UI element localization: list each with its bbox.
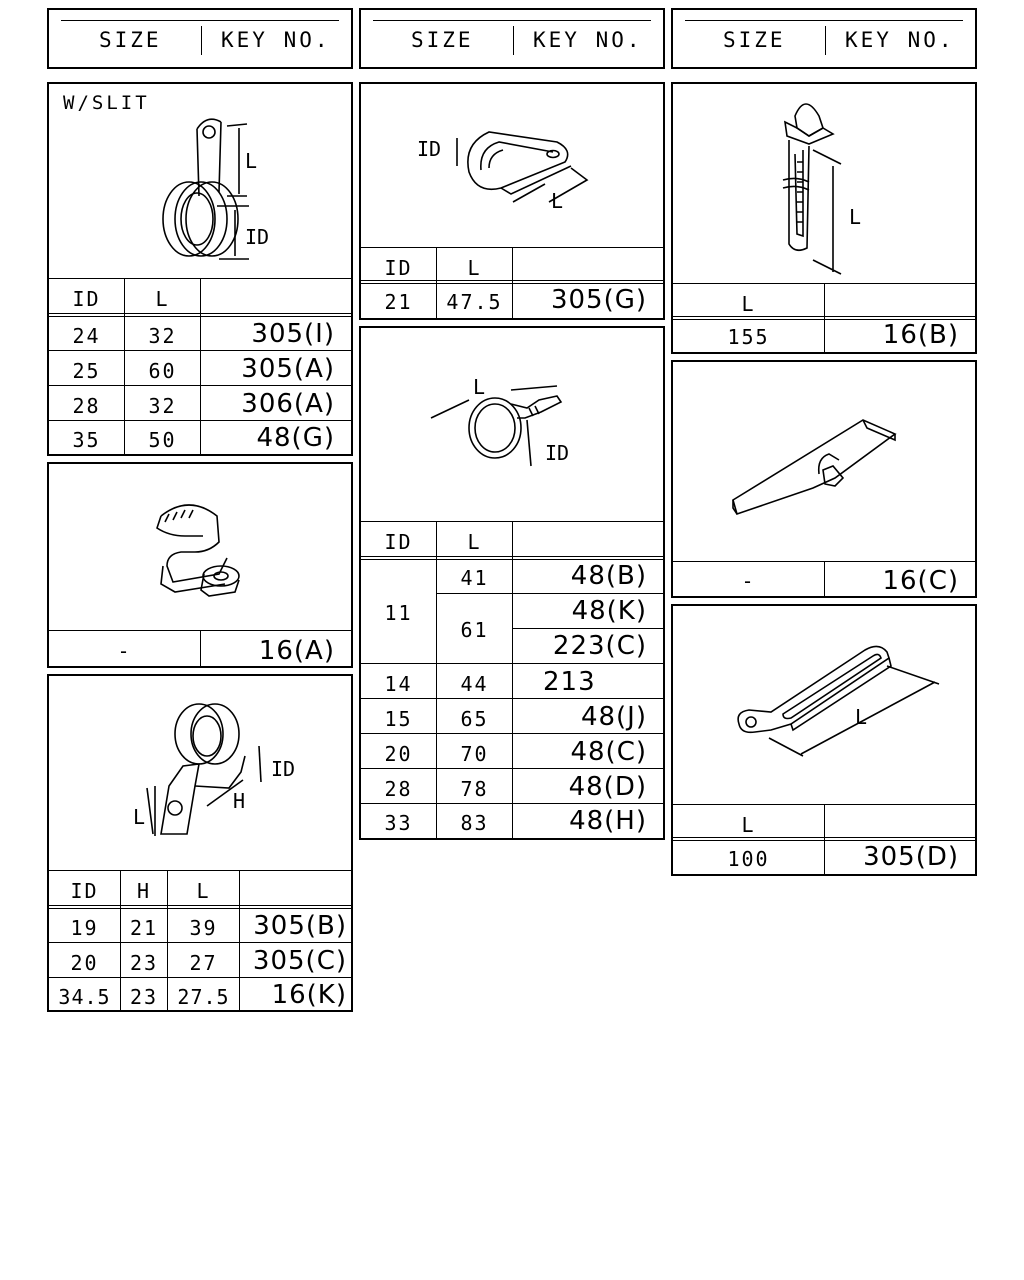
cell-key: 213: [543, 667, 596, 697]
slit-note: W/SLIT: [63, 92, 150, 114]
cell-key: 48(G): [256, 423, 335, 453]
cell-key: 223(C): [552, 631, 647, 661]
col-head-l: L: [741, 292, 756, 316]
key-no-heading: KEY NO.: [845, 28, 955, 52]
cell-l: 100: [727, 847, 770, 871]
panel-folded-clip: [359, 82, 665, 320]
cell-id: 28: [384, 777, 413, 801]
panel-slotted-strap: [671, 604, 977, 876]
cell-l: 39: [189, 916, 218, 940]
cell-id: 19: [70, 916, 99, 940]
cell-id: 33: [384, 811, 413, 835]
cell-l: 65: [460, 707, 489, 731]
cell-key: 305(A): [241, 354, 335, 384]
folded-clip-drawing: [361, 84, 667, 249]
cell-key: 305(B): [253, 911, 347, 941]
cell-key: 16(C): [882, 566, 959, 596]
cell-id: 14: [384, 672, 413, 696]
size-heading: SIZE: [411, 28, 474, 52]
cell-key: 305(I): [251, 319, 335, 349]
cell-l: 155: [727, 325, 770, 349]
cell-l: 70: [460, 742, 489, 766]
cell-id: 25: [72, 359, 101, 383]
cell-l: 78: [460, 777, 489, 801]
cell-key: 48(H): [569, 806, 647, 836]
dim-id: ID: [271, 757, 296, 781]
dim-l: L: [849, 205, 862, 229]
dim-id: ID: [245, 225, 270, 249]
dim-h: H: [233, 789, 246, 813]
slotted-strap-drawing: [673, 606, 979, 806]
cell-key: 48(J): [580, 702, 647, 732]
ring-clamp-drawing: [361, 328, 667, 523]
cell-id: 28: [72, 394, 101, 418]
cell-key: 305(C): [252, 946, 347, 976]
cell-id: 21: [384, 290, 413, 314]
col-head-id: ID: [70, 879, 99, 903]
cell-key: 305(D): [863, 842, 959, 872]
panel-slit-clamp: [47, 82, 353, 456]
header-col-3: [671, 8, 977, 69]
cell-l: 41: [460, 566, 489, 590]
key-no-heading: KEY NO.: [533, 28, 643, 52]
size-heading: SIZE: [99, 28, 162, 52]
cell-l: 50: [148, 428, 177, 452]
panel-cable-tie: [671, 82, 977, 354]
cell-l: 27.5: [177, 985, 230, 1009]
dim-l: L: [551, 189, 564, 213]
cell-key: 16(B): [882, 320, 959, 350]
cell-h: 23: [129, 951, 159, 975]
col-head-l: L: [467, 256, 482, 280]
cell-l: 61: [460, 618, 489, 642]
panel-snap-clip: [47, 462, 353, 668]
cell-size: -: [117, 639, 132, 663]
cell-key: 16(K): [271, 980, 347, 1010]
size-heading: SIZE: [723, 28, 786, 52]
cell-id: 20: [384, 742, 413, 766]
dim-l: L: [245, 149, 258, 173]
flat-strap-drawing: [673, 362, 979, 562]
cell-l: 47.5: [446, 290, 503, 314]
cell-key: 48(B): [570, 561, 647, 591]
cell-l: 27: [189, 951, 218, 975]
dim-l: L: [133, 805, 146, 829]
cell-l: 60: [148, 359, 177, 383]
cell-id: 20: [70, 951, 99, 975]
cell-id: 34.5: [58, 985, 111, 1009]
col-head-l: L: [196, 879, 211, 903]
cell-l: 44: [460, 672, 489, 696]
cell-size: -: [741, 569, 756, 593]
dim-id: ID: [417, 137, 442, 161]
dim-id: ID: [545, 441, 570, 465]
dim-l: L: [473, 375, 486, 399]
key-no-heading: KEY NO.: [221, 28, 331, 52]
cell-id: 15: [384, 707, 413, 731]
col-head-h: H: [136, 879, 152, 903]
dim-l: L: [855, 705, 868, 729]
cell-key: 306(A): [241, 389, 335, 419]
cell-key: 48(D): [568, 772, 647, 802]
cell-l: 83: [460, 811, 489, 835]
cell-l: 32: [148, 324, 177, 348]
cell-h: 21: [129, 916, 159, 940]
col-head-id: ID: [384, 256, 413, 280]
cell-id: 24: [72, 324, 101, 348]
h-clamp-drawing: [49, 676, 355, 876]
snap-clip-drawing: [49, 464, 355, 634]
slit-clamp-drawing: [49, 84, 355, 284]
panel-flat-strap: [671, 360, 977, 598]
cell-key: 48(K): [571, 596, 647, 626]
cell-key: 305(G): [550, 285, 647, 315]
panel-h-clamp: [47, 674, 353, 1012]
col-head-l: L: [467, 530, 482, 554]
panel-ring-clamp: [359, 326, 665, 840]
cell-key: 48(C): [570, 737, 647, 767]
header-col-2: [359, 8, 665, 69]
cell-key: 16(A): [258, 636, 335, 666]
cell-id: 35: [72, 428, 101, 452]
col-head-id: ID: [384, 530, 413, 554]
col-head-id: ID: [72, 287, 101, 311]
cell-h: 23: [129, 985, 159, 1009]
col-head-l: L: [155, 287, 170, 311]
header-col-1: [47, 8, 353, 69]
cable-tie-drawing: [673, 84, 979, 284]
col-head-l: L: [741, 813, 756, 837]
cell-l: 32: [148, 394, 177, 418]
cell-id: 11: [384, 601, 413, 625]
